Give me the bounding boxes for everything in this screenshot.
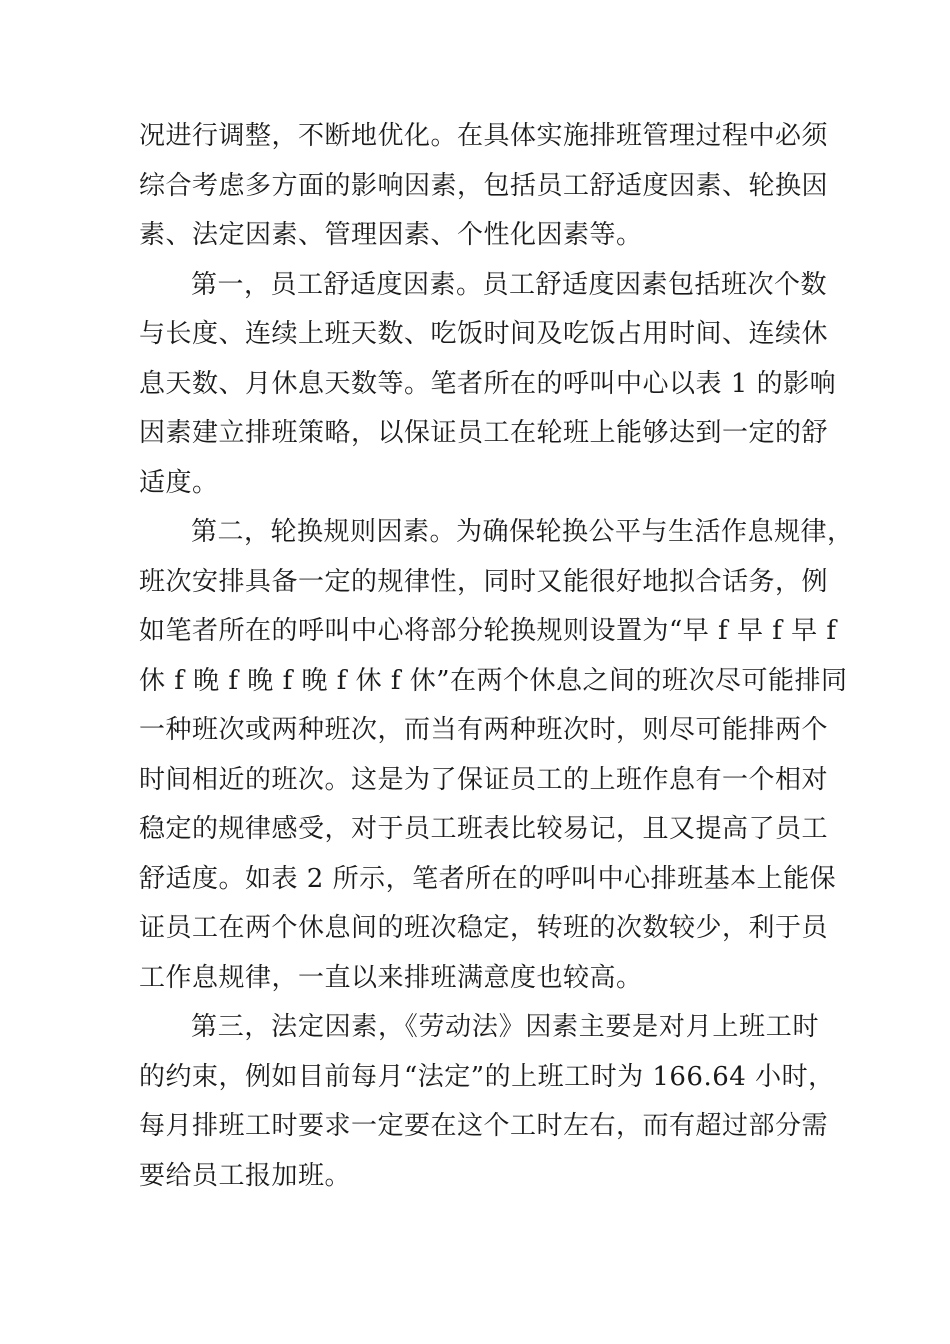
text-line: 证员工在两个休息间的班次稳定，转班的次数较少，利于员: [139, 913, 829, 943]
text-line: 与长度、连续上班天数、吃饭时间及吃饭占用时间、连续休: [139, 319, 829, 349]
text-line: 稳定的规律感受，对于员工班表比较易记，且又提高了员工: [139, 814, 829, 844]
text-line: 第一，员工舒适度因素。员工舒适度因素包括班次个数: [191, 269, 828, 300]
text-line: 第三，法定因素，《劳动法》因素主要是对月上班工时: [191, 1012, 819, 1042]
paragraph-continued: [139, 112, 829, 261]
text-line: 如笔者所在的呼叫中心将部分轮换规则设置为“早 f 早 f 早 f: [139, 616, 837, 646]
text-line: 况进行调整，不断地优化。在具体实施排班管理过程中必须: [139, 121, 829, 151]
text-line: 要给员工报加班。: [139, 1160, 352, 1191]
text-line: 息天数、月休息天数等。笔者所在的呼叫中心以表 1 的影响: [139, 368, 837, 399]
body-text: [139, 112, 854, 1201]
text-line: 适度。: [139, 467, 219, 498]
paragraph-rotation-factor: [139, 508, 854, 1003]
paragraph-legal-factor: [139, 1003, 835, 1201]
text-line: 素、法定因素、管理因素、个性化因素等。: [139, 220, 643, 250]
text-line: 班次安排具备一定的规律性，同时又能很好地拟合话务，例: [139, 566, 829, 597]
text-line: 工作息规律，一直以来排班满意度也较高。: [139, 962, 643, 993]
text-line: 时间相近的班次。这是为了保证员工的上班作息有一个相对: [139, 764, 829, 795]
text-line: 综合考虑多方面的影响因素，包括员工舒适度因素、轮换因: [139, 170, 829, 201]
text-line: 休 f 晚 f 晚 f 晚 f 休 f 休”在两个休息之间的班次尽可能排同: [139, 665, 848, 696]
text-line: 的约束，例如目前每月“法定”的上班工时为 166.64 小时，: [139, 1061, 835, 1092]
text-line: 第二，轮换规则因素。为确保轮换公平与生活作息规律，: [191, 517, 854, 547]
text-line: 舒适度。如表 2 所示，笔者所在的呼叫中心排班基本上能保: [139, 863, 837, 894]
paragraph-comfort-factor: [139, 261, 837, 509]
text-line: 一种班次或两种班次，而当有两种班次时，则尽可能排两个: [139, 715, 829, 745]
text-line: 每月排班工时要求一定要在这个工时左右，而有超过部分需: [139, 1111, 829, 1141]
text-line: 因素建立排班策略，以保证员工在轮班上能够达到一定的舒: [139, 418, 829, 448]
